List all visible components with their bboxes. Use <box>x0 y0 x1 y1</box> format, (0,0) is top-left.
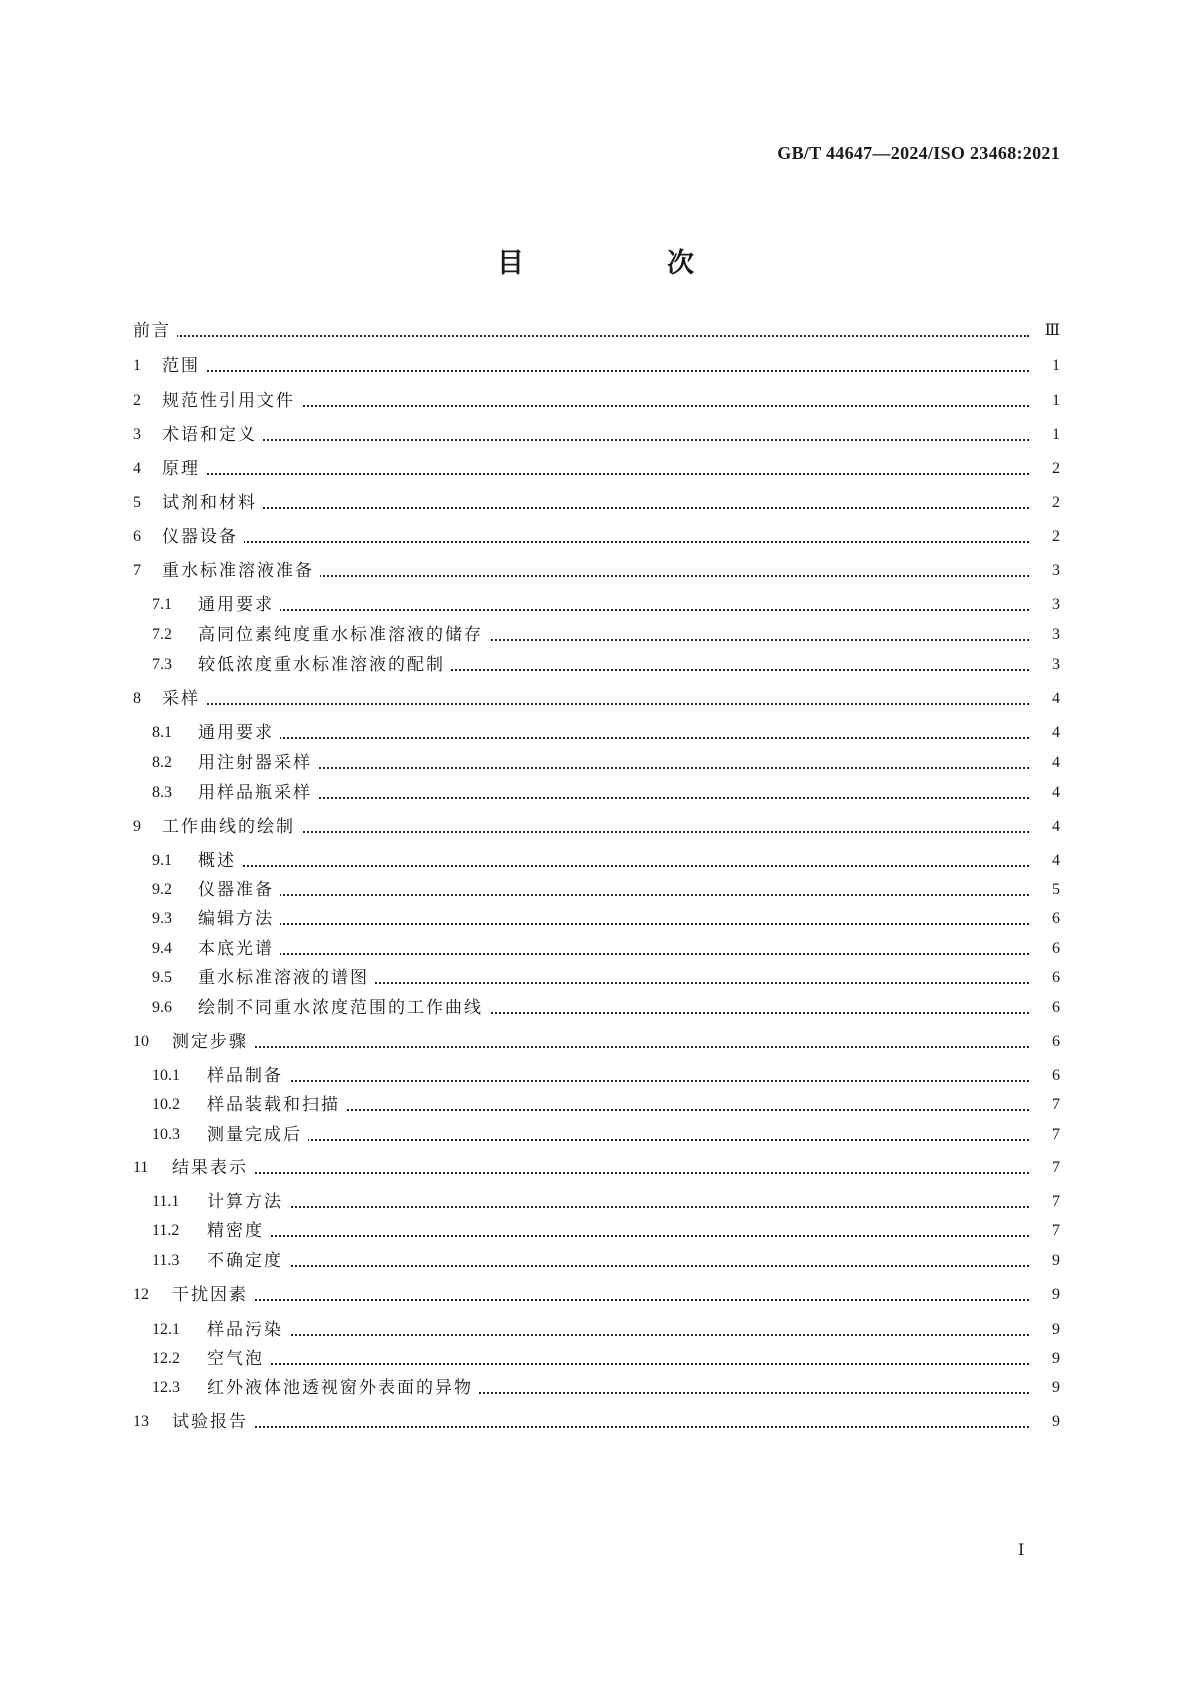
toc-entry-number: 12.1 <box>152 1321 180 1338</box>
toc-entry-page: 2 <box>1030 489 1060 517</box>
standard-code: GB/T 44647—2024/ISO 23468:2021 <box>777 143 1060 163</box>
toc-entry-title: 空气泡 <box>207 1345 270 1373</box>
toc-entry-number: 9 <box>133 818 141 835</box>
toc-leader-dots <box>182 803 1029 833</box>
toc-entry-page: 4 <box>1030 847 1060 875</box>
toc-entry-page: 2 <box>1030 523 1060 551</box>
toc-entry-number: 9.4 <box>152 940 172 957</box>
toc-entry-page: 6 <box>1030 994 1060 1022</box>
toc-entry-number: 10.3 <box>152 1126 180 1143</box>
toc-leader-dots <box>182 675 1029 705</box>
toc-entry-number: 10.2 <box>152 1096 180 1113</box>
toc-entry-page: 1 <box>1030 421 1060 449</box>
toc-entry-page: 6 <box>1030 964 1060 992</box>
toc-entry-title: 用样品瓶采样 <box>198 779 318 807</box>
toc-leader-dots <box>182 377 1029 407</box>
toc-entry <box>0 352 1191 380</box>
toc-entry <box>0 1408 1191 1436</box>
toc-entry-page: 4 <box>1030 813 1060 841</box>
toc-entry-title: 采样 <box>162 685 206 713</box>
toc-entry-page: 9 <box>1030 1247 1060 1275</box>
toc-entry-number: 11.3 <box>152 1252 180 1269</box>
toc-leader-dots <box>218 925 1029 955</box>
toc-entry-title: 本底光谱 <box>198 935 280 963</box>
toc-entry-page: 6 <box>1030 1028 1060 1056</box>
toc-entry-title: 概述 <box>198 847 242 875</box>
toc-entry-number: 10 <box>133 1033 149 1050</box>
toc-entry-number: 9.1 <box>152 852 172 869</box>
toc-entry-page: 9 <box>1030 1345 1060 1373</box>
toc-leader-dots <box>227 1081 1029 1111</box>
toc-entry-title: 工作曲线的绘制 <box>162 813 301 841</box>
toc-entry-title: 术语和定义 <box>162 421 263 449</box>
page-title: 目 次 <box>497 248 752 279</box>
toc-entry-page: 3 <box>1030 621 1060 649</box>
toc-entry-title: 精密度 <box>207 1217 270 1245</box>
toc-entry-number: 7.3 <box>152 656 172 673</box>
toc-entry-title: 重水标准溶液准备 <box>162 557 320 585</box>
toc-entry-title: 样品制备 <box>207 1062 289 1090</box>
toc-entry-page: Ⅲ <box>1030 317 1060 345</box>
toc-entry-title: 前言 <box>133 317 177 345</box>
toc-leader-dots <box>192 1271 1029 1301</box>
toc-leader-dots <box>182 411 1029 441</box>
toc-leader-dots <box>227 1207 1029 1237</box>
toc-entry-title: 不确定度 <box>207 1247 289 1275</box>
toc-leader-dots <box>218 709 1029 739</box>
toc-entry-title: 仪器设备 <box>162 523 244 551</box>
toc-entry-number: 5 <box>133 494 141 511</box>
toc-entry-number: 13 <box>133 1413 149 1430</box>
page-folio: Ⅰ <box>1018 1542 1025 1559</box>
toc-leader-dots <box>227 1178 1029 1208</box>
toc-entry-title: 仪器准备 <box>198 876 280 904</box>
toc-entry-number: 9.5 <box>152 969 172 986</box>
toc-entry-title: 规范性引用文件 <box>162 387 301 415</box>
toc-entry-title: 结果表示 <box>172 1154 254 1182</box>
toc-entry-number: 3 <box>133 426 141 443</box>
toc-entry-title: 重水标准溶液的谱图 <box>198 964 375 992</box>
toc-entry-title: 计算方法 <box>207 1188 289 1216</box>
toc-entry-page: 7 <box>1030 1217 1060 1245</box>
toc-entry-page: 4 <box>1030 719 1060 747</box>
toc-entry-page: 4 <box>1030 779 1060 807</box>
toc-entry-title: 编辑方法 <box>198 905 280 933</box>
toc-leader-dots <box>192 1398 1029 1428</box>
toc-entry-number: 8.2 <box>152 754 172 771</box>
toc-entry-title: 绘制不同重水浓度范围的工作曲线 <box>198 994 489 1022</box>
toc-leader-dots <box>182 513 1029 543</box>
toc-leader-dots <box>218 739 1029 769</box>
toc-entry-title: 通用要求 <box>198 591 280 619</box>
toc-entry-number: 12.2 <box>152 1350 180 1367</box>
toc-leader-dots <box>227 1052 1029 1082</box>
toc-leader-dots <box>218 837 1029 867</box>
toc-entry-number: 7.1 <box>152 596 172 613</box>
toc-entry-page: 1 <box>1030 387 1060 415</box>
toc-entry-title: 红外液体池透视窗外表面的异物 <box>207 1374 479 1402</box>
toc-entry-number: 11.2 <box>152 1222 180 1239</box>
toc-entry-page: 7 <box>1030 1154 1060 1182</box>
toc-entry-page: 3 <box>1030 591 1060 619</box>
toc-leader-dots <box>218 581 1029 611</box>
toc-entry-page: 7 <box>1030 1188 1060 1216</box>
toc-entry-number: 8.1 <box>152 724 172 741</box>
toc-entry-number: 12 <box>133 1286 149 1303</box>
toc-entry-title: 高同位素纯度重水标准溶液的储存 <box>198 621 489 649</box>
toc-entry-number: 6 <box>133 528 141 545</box>
toc-leader-dots <box>192 1144 1029 1174</box>
toc-entry-number: 9.6 <box>152 999 172 1016</box>
toc-entry-page: 7 <box>1030 1091 1060 1119</box>
toc-entry-title: 较低浓度重水标准溶液的配制 <box>198 651 451 679</box>
toc-leader-dots <box>227 1237 1029 1267</box>
toc-entry-page: 6 <box>1030 905 1060 933</box>
toc-leader-dots <box>227 1335 1029 1365</box>
toc-leader-dots <box>218 895 1029 925</box>
toc-entry-number: 11 <box>133 1159 149 1176</box>
toc-entry-page: 9 <box>1030 1281 1060 1309</box>
toc-entry-page: 9 <box>1030 1374 1060 1402</box>
toc-entry-number: 7 <box>133 562 141 579</box>
toc-entry-page: 9 <box>1030 1408 1060 1436</box>
toc-entry-number: 8 <box>133 690 141 707</box>
toc-entry-title: 样品污染 <box>207 1316 289 1344</box>
toc-leader-dots <box>227 1111 1029 1141</box>
toc-entry-title: 测定步骤 <box>172 1028 254 1056</box>
toc-entry-page: 6 <box>1030 1062 1060 1090</box>
toc-entry-title: 通用要求 <box>198 719 280 747</box>
toc-entry-number: 11.1 <box>152 1193 180 1210</box>
toc-entry-page: 4 <box>1030 685 1060 713</box>
toc-leader-dots <box>218 769 1029 799</box>
toc-entry <box>0 1281 1191 1309</box>
toc-entry-number: 9.2 <box>152 881 172 898</box>
toc-entry-number: 8.3 <box>152 784 172 801</box>
toc-entry-number: 10.1 <box>152 1067 180 1084</box>
toc-entry-page: 3 <box>1030 557 1060 585</box>
toc-entry-title: 样品装载和扫描 <box>207 1091 346 1119</box>
toc-entry-title: 试剂和材料 <box>162 489 263 517</box>
toc-leader-dots <box>227 1306 1029 1336</box>
toc-entry-title: 试验报告 <box>172 1408 254 1436</box>
toc-leader-dots <box>182 445 1029 475</box>
toc-entry-title: 用注射器采样 <box>198 749 318 777</box>
toc-entry-title: 测量完成后 <box>207 1121 308 1149</box>
toc-entry-title: 原理 <box>162 455 206 483</box>
toc-entry-page: 7 <box>1030 1121 1060 1149</box>
toc-entry-number: 1 <box>133 357 141 374</box>
toc-leader-dots <box>218 866 1029 896</box>
toc-entry-number: 12.3 <box>152 1379 180 1396</box>
toc-entry-page: 3 <box>1030 651 1060 679</box>
toc-entry-page: 5 <box>1030 876 1060 904</box>
toc-entry-number: 2 <box>133 392 141 409</box>
toc-entry-page: 6 <box>1030 935 1060 963</box>
toc-leader-dots <box>182 479 1029 509</box>
toc-leader-dots <box>153 307 1029 337</box>
toc-entry-page: 4 <box>1030 749 1060 777</box>
toc-entry-page: 9 <box>1030 1316 1060 1344</box>
toc-entry-number: 7.2 <box>152 626 172 643</box>
toc-entry-title: 范围 <box>162 352 206 380</box>
toc-entry-number: 4 <box>133 460 141 477</box>
toc-entry-title: 干扰因素 <box>172 1281 254 1309</box>
toc-entry <box>0 317 1191 345</box>
toc-entry-number: 9.3 <box>152 910 172 927</box>
toc-leader-dots <box>182 342 1029 372</box>
toc-entry-page: 1 <box>1030 352 1060 380</box>
toc-leader-dots <box>192 1018 1029 1048</box>
toc-entry-page: 2 <box>1030 455 1060 483</box>
